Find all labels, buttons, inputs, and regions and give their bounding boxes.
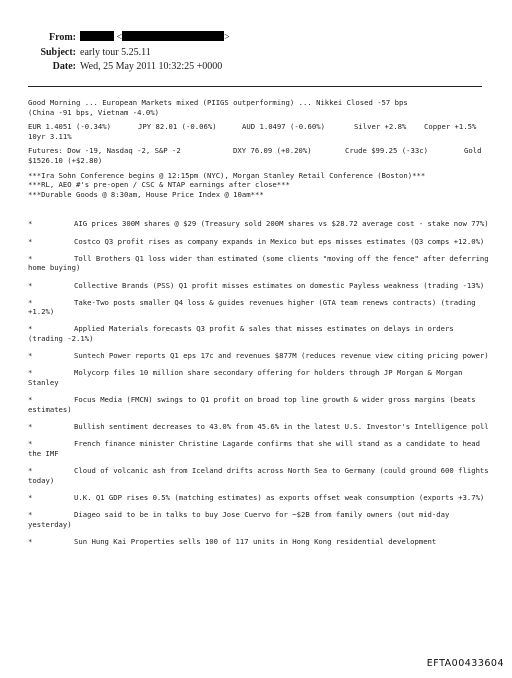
- ten-year-quote: 10yr 3.11%: [28, 131, 72, 141]
- news-item: [28, 324, 490, 343]
- news-item: [28, 422, 490, 432]
- bullet: *: [28, 395, 33, 405]
- bullet: *: [28, 422, 33, 431]
- news-item: [28, 368, 490, 387]
- subject-label: Subject:: [40, 46, 76, 58]
- gold-quote: $1526.10 (+$2.80): [28, 155, 103, 165]
- redaction-block: [122, 31, 224, 41]
- futures-row: [28, 146, 490, 156]
- eur-quote: EUR 1.4051 (-0.34%): [28, 122, 111, 132]
- intro-line: Good Morning ... European Markets mixed (PIIGS outperforming) ... Nikkei Closed -57 bps: [28, 98, 408, 107]
- markets-row: [28, 122, 490, 132]
- news-item: [28, 237, 490, 247]
- date-label: Date:: [52, 61, 76, 72]
- markets-paragraph: [28, 122, 490, 141]
- news-item: [28, 537, 490, 547]
- futures-quote: Futures: Dow -19, Nasdaq -2, S&P -2: [28, 146, 181, 156]
- email-body: [28, 98, 490, 554]
- date-value: Wed, 25 May 2011 10:32:25 +0000: [80, 61, 223, 72]
- bullet: *: [28, 297, 33, 307]
- news-text: Sun Hung Kai Properties sells 100 of 117 units in Hong Kong residential development: [74, 536, 437, 546]
- news-text: French finance minister Christine Lagarde confirms that she will stand as a candidate to head the IMF: [28, 439, 480, 458]
- news-text: U.K. Q1 GDP rises 0.5% (matching estimates) as exports offset weak consumption (exports +3.7%): [74, 492, 485, 502]
- news-text: AIG prices 300M shares @ $29 (Treasury sold 200M shares vs $28.72 average cost - stake now 77%): [74, 219, 489, 229]
- bullet: *: [28, 439, 33, 449]
- bullet: *: [28, 253, 33, 263]
- bullet: *: [28, 509, 33, 519]
- jpy-quote: JPY 82.01 (-0.06%): [138, 122, 217, 132]
- news-item: [28, 351, 490, 361]
- news-text: Diageo said to be in talks to buy Jose Cuervo for ~$2B from family owners (out mid-day yesterday): [28, 509, 450, 529]
- bullet: *: [28, 368, 33, 378]
- redaction-block: [80, 31, 114, 41]
- dxy-quote: DXY 76.09 (+0.20%): [233, 146, 312, 156]
- bullet: *: [28, 324, 33, 334]
- copper-quote: Copper +1.5%: [424, 122, 477, 132]
- news-item: [28, 439, 490, 458]
- news-text: Cloud of volcanic ash from Iceland drifts across North Sea to Germany (could ground 600 flights today): [28, 465, 489, 485]
- event-line: ***RL, AEO #'s pre-open / CSC & NTAP earnings after close***: [28, 180, 290, 190]
- event-line: ***Durable Goods @ 8:30am, House Price Index @ 10am***: [28, 189, 264, 199]
- from-value: [80, 31, 230, 46]
- news-text: Suntech Power reports Q1 eps 17c and revenues $877M (reduces revenue view citing pricing power): [74, 351, 489, 361]
- news-text: Collective Brands (PSS) Q1 profit misses estimates on domestic Payless weakness (trading -13%): [74, 280, 485, 290]
- aud-quote: AUD 1.0497 (-0.60%): [242, 122, 325, 132]
- news-text: Take-Two posts smaller Q4 loss & guides revenues higher (GTA team renews contracts) (trading +1.2%): [28, 297, 476, 317]
- bullet: *: [28, 351, 33, 361]
- header-divider: [28, 86, 482, 87]
- news-item: [28, 219, 490, 229]
- document-id: EFTA00433604: [426, 658, 504, 669]
- gold-label: Gold: [464, 146, 482, 156]
- from-open-bracket: <: [116, 32, 123, 43]
- bullet: *: [28, 280, 33, 290]
- bullet: *: [28, 219, 33, 229]
- events-paragraph: [28, 171, 490, 200]
- bullet: *: [28, 492, 33, 502]
- intro-paragraph: [28, 98, 490, 117]
- crude-quote: Crude $99.25 (-33c): [345, 146, 428, 156]
- intro-line: (China -91 bps, Vietnam -4.0%): [28, 107, 159, 117]
- spacer: [28, 207, 490, 219]
- news-item: [28, 254, 490, 273]
- subject-row: [0, 46, 512, 61]
- from-row: [0, 31, 512, 46]
- news-text: Molycorp files 10 million share secondary offering for holders through JP Morgan & Morgan Stanley: [28, 368, 463, 388]
- news-text: Focus Media (FMCN) swings to Q1 profit on broad top line growth & wider gross margins (beats estimates): [28, 395, 476, 414]
- news-text: Applied Materials forecasts Q3 profit & sales that misses estimates on delays in orders (trading -2.1%): [28, 324, 454, 344]
- news-text: Bullish sentiment decreases to 43.0% from 45.6% in the latest U.S. Investor's Intelligence poll: [74, 422, 489, 431]
- subject-value: early tour 5.25.11: [80, 46, 151, 58]
- news-item: [28, 281, 490, 291]
- from-label: From:: [48, 32, 76, 43]
- bullet: *: [28, 236, 33, 246]
- news-item: [28, 298, 490, 317]
- news-item: [28, 510, 490, 529]
- futures-paragraph: [28, 146, 490, 165]
- from-close-bracket: >: [224, 32, 230, 43]
- news-item: [28, 493, 490, 503]
- news-text: Costco Q3 profit rises as company expands in Mexico but eps misses estimates (Q3 comps +12.0%): [74, 236, 485, 246]
- silver-quote: Silver +2.8%: [354, 122, 407, 132]
- bullet: *: [28, 536, 33, 546]
- news-list: [28, 219, 490, 546]
- bullet: *: [28, 465, 33, 475]
- news-item: [28, 466, 490, 485]
- email-header: [0, 31, 512, 75]
- news-text: Toll Brothers Q1 loss wider than estimated (some clients "moving off the fence" after deferring home buying): [28, 253, 489, 273]
- news-item: [28, 395, 490, 414]
- event-line: ***Ira Sohn Conference begins @ 12:15pm (NYC), Morgan Stanley Retail Conference (Boston)***: [28, 170, 426, 180]
- date-row: [0, 60, 512, 75]
